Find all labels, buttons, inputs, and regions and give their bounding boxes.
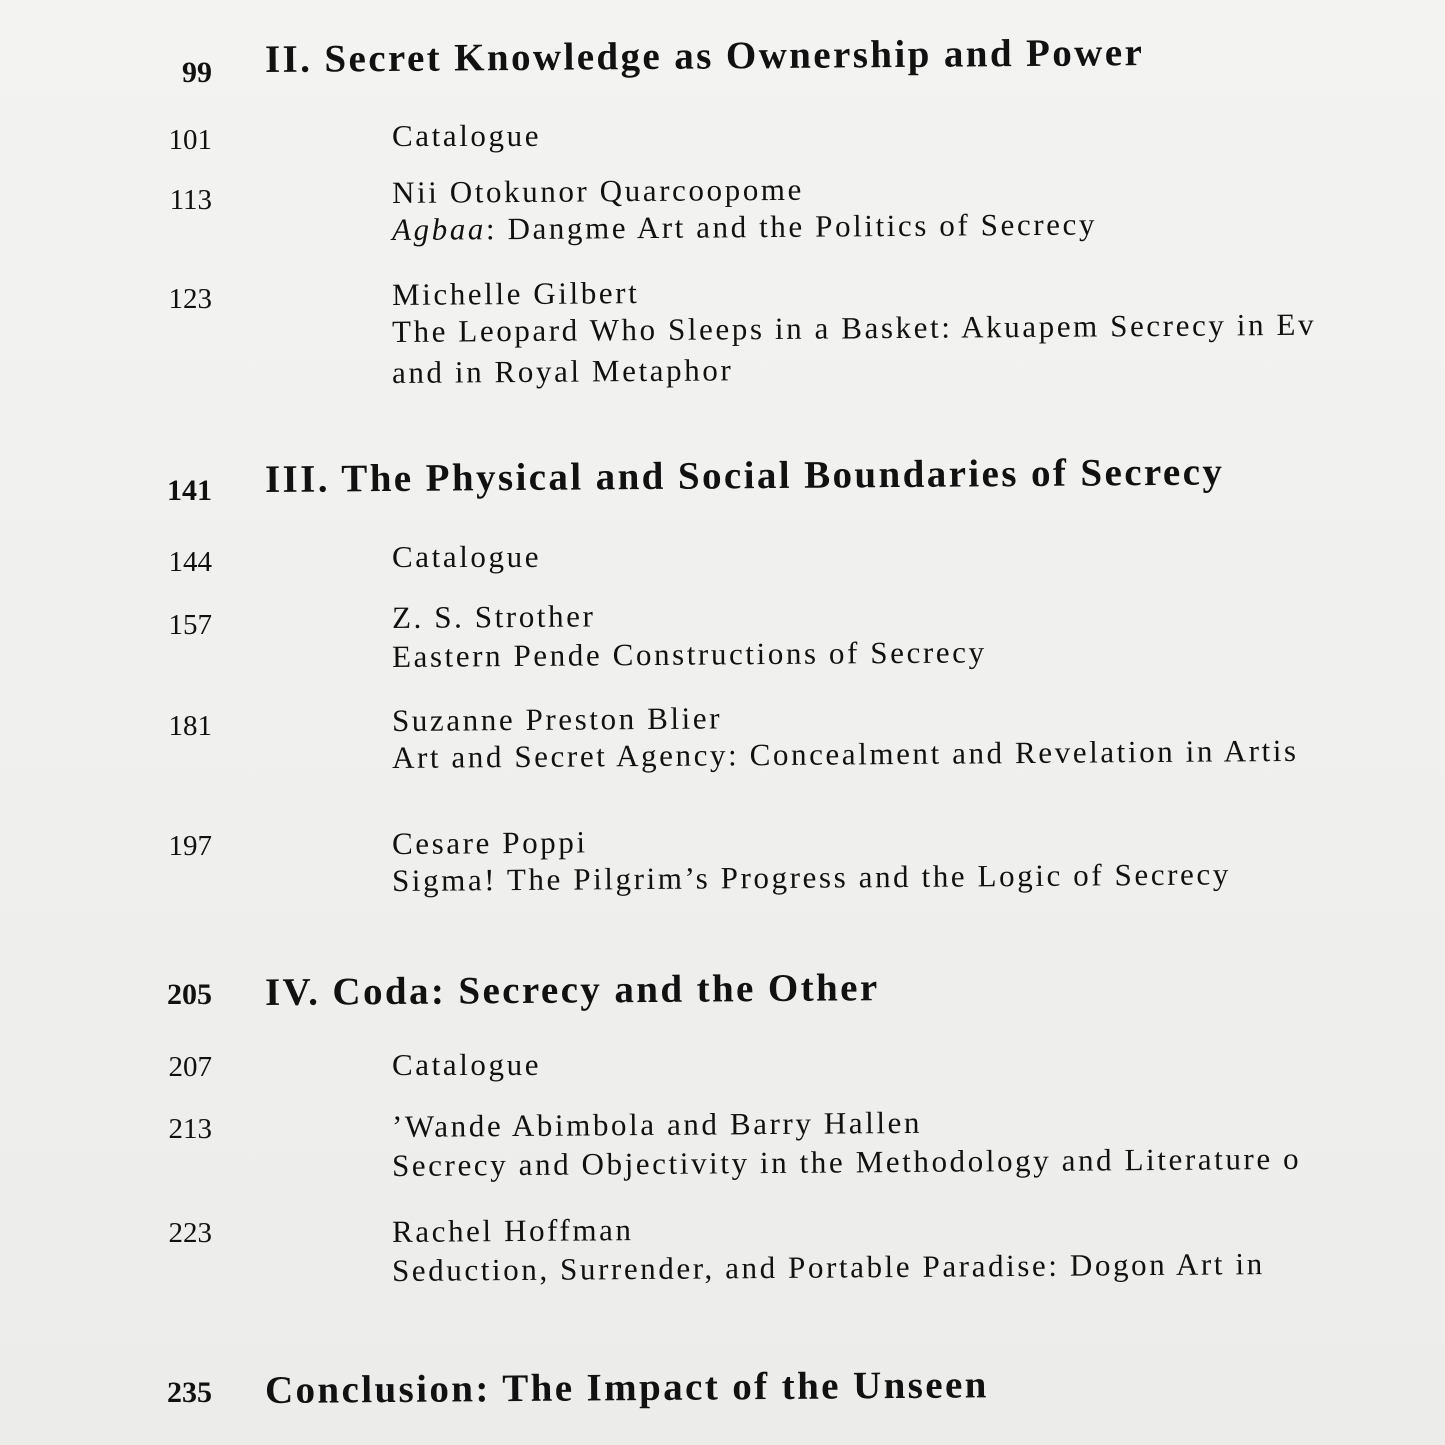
entry-author: Rachel Hoffman <box>391 1212 634 1249</box>
section-heading: II. Secret Knowledge as Ownership and Power <box>264 31 1145 81</box>
entry-page-number: 144 <box>168 546 212 578</box>
entry-title: Seduction, Surrender, and Portable Paradise: Dogon Art in <box>391 1246 1265 1288</box>
section-page-number: 141 <box>167 474 212 507</box>
section-heading: Conclusion: The Impact of the Unseen <box>264 1363 989 1412</box>
entry-catalogue-label: Catalogue <box>392 118 542 153</box>
entry-page-number: 123 <box>168 283 212 315</box>
section-page-number: 205 <box>167 978 212 1011</box>
entry-title <box>392 208 1097 245</box>
section-heading: III. The Physical and Social Boundaries of Secrecy <box>264 450 1225 501</box>
entry-author: Cesare Poppi <box>391 824 588 861</box>
section-page-number: 235 <box>167 1376 212 1409</box>
entry-title: The Leopard Who Sleeps in a Basket: Akuapem Secrecy in Ev <box>391 306 1317 349</box>
entry-page-number: 223 <box>168 1217 212 1249</box>
entry-title: Art and Secret Agency: Concealment and Revelation in Artis <box>391 732 1299 775</box>
entry-title: Sigma! The Pilgrim’s Progress and the Logic of Secrecy <box>391 856 1232 898</box>
entry-title-rest: : Dangme Art and the Politics of Secrecy <box>485 206 1098 247</box>
entry-catalogue-label: Catalogue <box>392 539 542 574</box>
entry-page-number: 207 <box>168 1051 212 1083</box>
section-heading: IV. Coda: Secrecy and the Other <box>264 966 880 1014</box>
entry-page-number: 181 <box>168 710 212 742</box>
entry-author: ’Wande Abimbola and Barry Hallen <box>391 1104 923 1144</box>
entry-page-number: 197 <box>168 830 212 862</box>
entry-author: Suzanne Preston Blier <box>391 700 723 738</box>
entry-page-number: 101 <box>168 124 212 156</box>
entry-title: Eastern Pende Constructions of Secrecy <box>391 634 987 674</box>
entry-catalogue-label: Catalogue <box>392 1047 542 1082</box>
entry-author: Michelle Gilbert <box>391 275 640 312</box>
entry-title-continued: and in Royal Metaphor <box>391 352 734 390</box>
entry-author: Z. S. Strother <box>391 598 596 635</box>
entry-page-number: 113 <box>169 184 212 216</box>
entry-title-italic: Agbaa <box>391 211 487 247</box>
entry-title: Secrecy and Objectivity in the Methodology and Literature o <box>391 1140 1302 1183</box>
entry-page-number: 157 <box>168 609 212 641</box>
entry-author: Nii Otokunor Quarcoopome <box>391 171 805 210</box>
section-page-number: 99 <box>182 56 212 89</box>
entry-page-number: 213 <box>168 1113 212 1145</box>
